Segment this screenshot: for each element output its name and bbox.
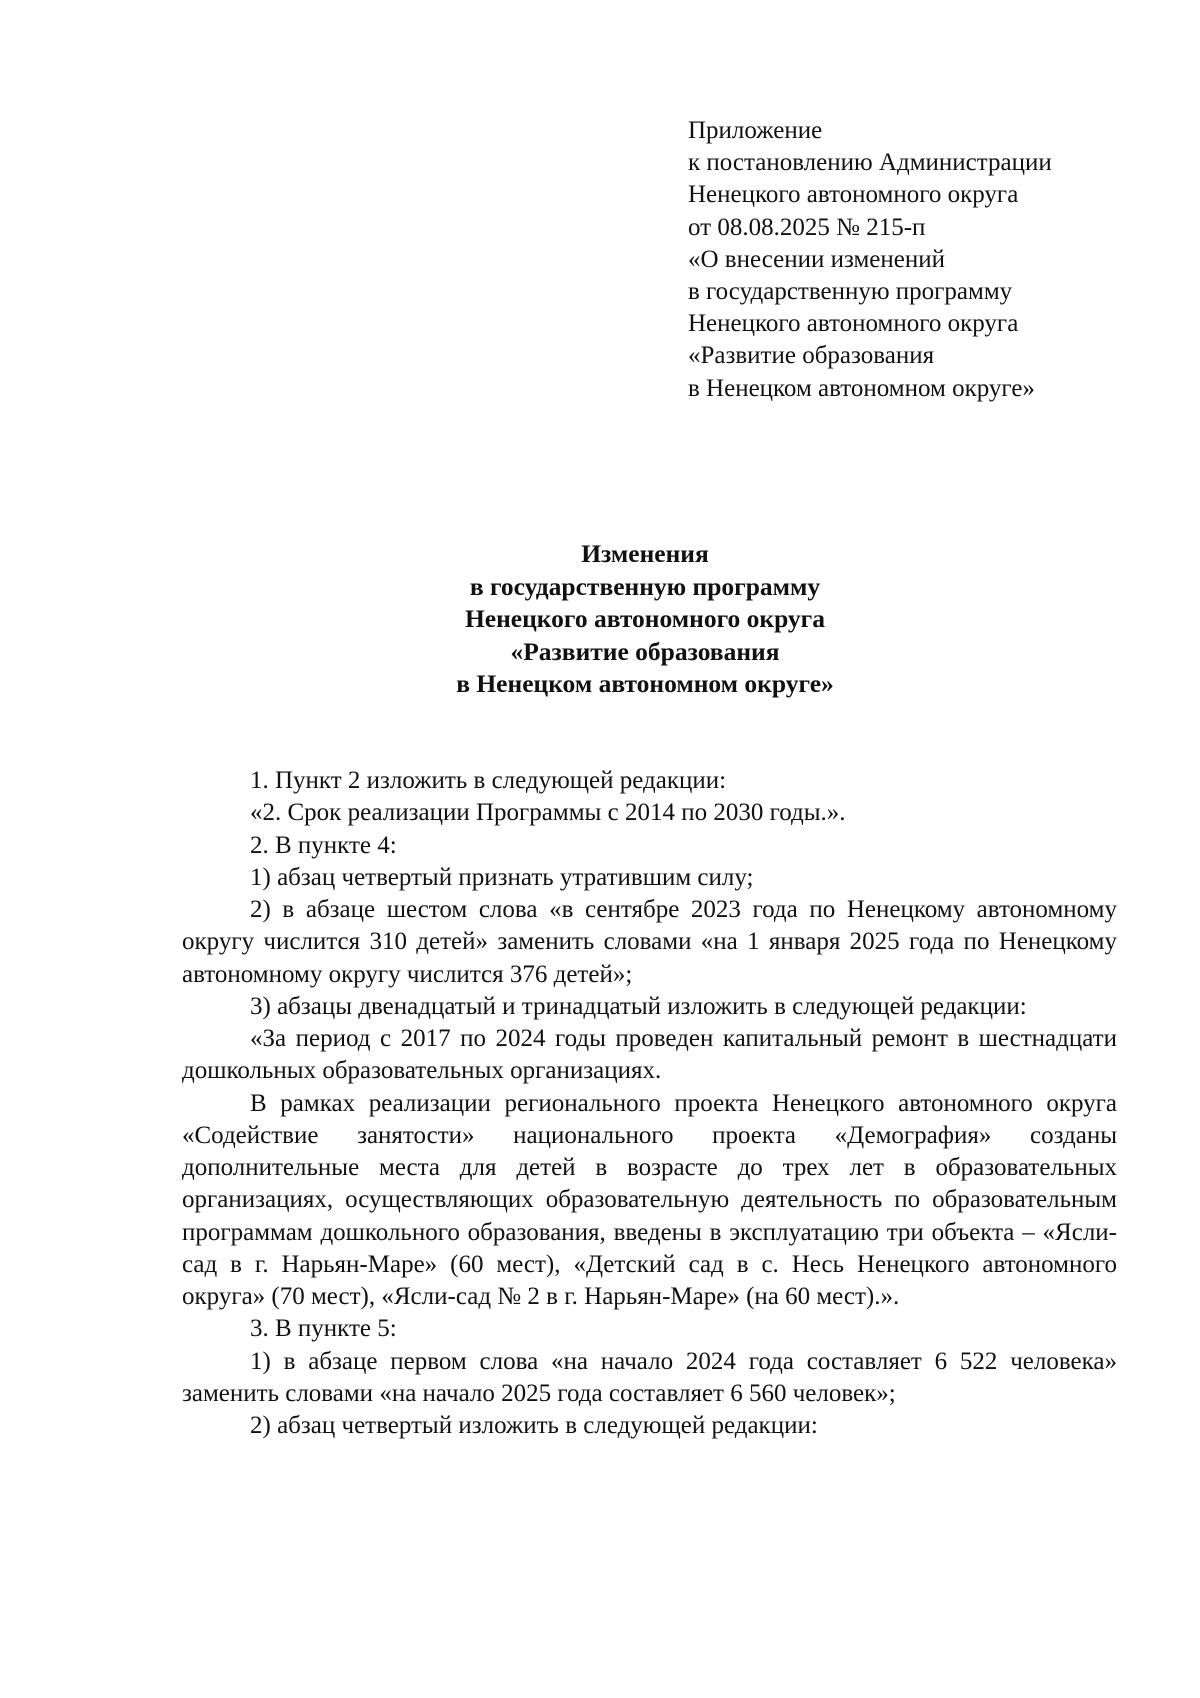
appendix-line: к постановлению Администрации bbox=[688, 149, 1052, 177]
paragraph: 2. В пункте 4: bbox=[250, 831, 397, 859]
appendix-line: Ненецкого автономного округа bbox=[688, 181, 1019, 209]
paragraph: 3. В пункте 5: bbox=[250, 1315, 397, 1343]
paragraph: «За период с 2017 по 2024 годы проведен капитальный ремонт в шестнадцати дошкольных образовательных организациях. bbox=[182, 1025, 1117, 1085]
title-line: в государственную программу bbox=[469, 571, 821, 601]
paragraph: 2) в абзаце шестом слова «в сентябре 2023 года по Ненецкому автономному округу числится 310 детей» заменить словами «на 1 января 2025 года по Ненецкому автономному округу числится 376 детей»; bbox=[182, 896, 1117, 988]
paragraph: 1. Пункт 2 изложить в следующей редакции: bbox=[250, 767, 727, 794]
paragraph: 2) абзац четвертый изложить в следующей редакции: bbox=[250, 1412, 818, 1439]
paragraph: 1) абзац четвертый признать утратившим силу; bbox=[250, 863, 754, 891]
appendix-line: в государственную программу bbox=[688, 278, 1013, 306]
paragraph: 1) в абзаце первом слова «на начало 2024 года составляет 6 522 человека» заменить словами «на начало 2025 года составляет 6 560 человек»; bbox=[182, 1347, 1117, 1407]
title-line: в Ненецком автономном округе» bbox=[456, 669, 834, 699]
title-line: Ненецкого автономного округа bbox=[464, 604, 826, 634]
appendix-line: Приложение bbox=[688, 117, 823, 144]
appendix-line: в Ненецком автономном округе» bbox=[688, 374, 1035, 402]
title-line: «Развитие образования bbox=[510, 636, 780, 666]
title-line: Изменения bbox=[581, 539, 709, 568]
document-body bbox=[182, 765, 1117, 1442]
appendix-line: «О внесении изменений bbox=[688, 245, 946, 273]
paragraph: 3) абзацы двенадцатый и тринадцатый изложить в следующей редакции: bbox=[250, 992, 1027, 1020]
appendix-line: «Развитие образования bbox=[688, 342, 935, 370]
document-title bbox=[0, 538, 1200, 701]
paragraph: «2. Срок реализации Программы с 2014 по 2030 годы.». bbox=[250, 799, 846, 827]
appendix-line: Ненецкого автономного округа bbox=[688, 310, 1019, 338]
appendix-header bbox=[688, 115, 1168, 405]
paragraph: В рамках реализации регионального проекта Ненецкого автономного округа «Содействие занятости» национального проекта «Демография» созданы дополнительные места для детей в возрасте до трех лет в образовательных организациях, осуществляющих образовательную деятельность по образовательным программам дошкольного образования, введены в эксплуатацию три объекта – «Ясли-сад в г. Нарьян-Маре» (60 мест), «Детский сад в с. Несь Ненецкого автономного округа» (70 мест), «Ясли-сад № 2 в г. Нарьян-Маре» (на 60 мест).». bbox=[182, 1089, 1117, 1310]
appendix-line: от 08.08.2025 № 215-п bbox=[688, 213, 926, 241]
